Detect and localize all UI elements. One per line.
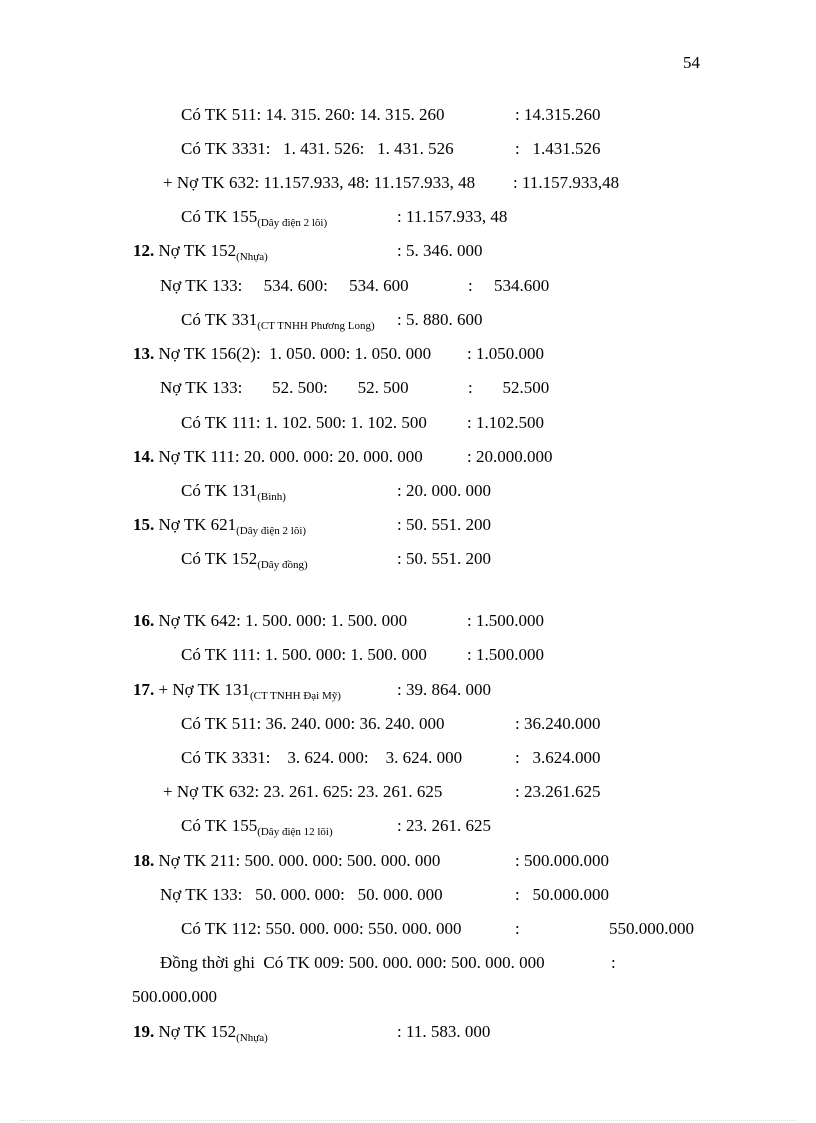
entry-subscript: (CT TNHH Đại Mỹ) [249,690,341,702]
entry-text: + Nợ TK 632: 11.157.933, 48: 11.157.933, 48 [163,173,476,192]
entry-text: 500.000.000 [132,987,217,1006]
entry-amount: : 3.624.000 [515,748,601,767]
entry-amount: : 23. 261. 625 [397,816,491,835]
entry-amount: : 1.050.000 [467,344,544,363]
entry-label [181,714,445,734]
entry-label [133,1022,268,1044]
entry-amount: : 500.000.000 [515,851,609,870]
entry-amount: : 1.102.500 [467,413,544,432]
entry-label [181,413,427,433]
entry-text: Có TK 511: 14. 315. 260: 14. 315. 260 [181,105,445,124]
entry-text: + Nợ TK 131 [154,680,250,699]
entry-subscript: (Nhựa) [236,1032,268,1044]
entry-text: Nợ TK 133: 50. 000. 000: 50. 000. 000 [160,885,443,904]
entry-amount: : 52.500 [468,378,550,397]
entry-label [132,987,217,1007]
entry-text: Nợ TK 152 [154,241,237,260]
entry-amount: : 1.500.000 [467,611,544,630]
entry-subscript: (Dây điện 2 lõi) [236,525,307,537]
entry-amount: : 23.261.625 [515,782,601,801]
entry-label [133,515,306,537]
entry-subscript: (Bình) [257,491,286,503]
entry-label [133,611,407,631]
entry-amount: : 534.600 [468,276,550,295]
entry-amount: : 20. 000. 000 [397,481,491,500]
entry-label [181,549,308,571]
entry-label [133,680,341,702]
entry-label [181,816,333,838]
entry-text: Nợ TK 211: 500. 000. 000: 500. 000. 000 [154,851,441,870]
entry-amount: : [515,919,520,938]
entry-text: Nợ TK 133: 534. 600: 534. 600 [160,276,409,295]
entry-text: Nợ TK 156(2): 1. 050. 000: 1. 050. 000 [154,344,432,363]
entry-amount-right: 550.000.000 [609,919,694,938]
entry-text: + Nợ TK 632: 23. 261. 625: 23. 261. 625 [163,782,443,801]
entry-subscript: (CT TNHH Phương Long) [257,320,375,332]
page-bottom-divider [20,1120,796,1121]
entry-amount: : 20.000.000 [467,447,553,466]
entry-number: 14. [133,447,155,466]
entry-text: Có TK 155 [181,816,258,835]
entry-label [160,378,409,398]
entry-amount: : 5. 346. 000 [397,241,483,260]
entry-number: 15. [133,515,155,534]
entry-subscript: (Nhựa) [236,251,268,263]
entry-amount: : 39. 864. 000 [397,680,491,699]
entry-text: Có TK 152 [181,549,258,568]
entry-text: Có TK 3331: 1. 431. 526: 1. 431. 526 [181,139,454,158]
entry-subscript: (Dây đồng) [257,559,308,571]
entry-text: Nợ TK 621 [154,515,237,534]
entry-amount: : 50. 551. 200 [397,549,491,568]
entry-label [181,310,375,332]
entry-label [133,851,440,871]
entry-label [160,953,545,973]
entry-text: Có TK 511: 36. 240. 000: 36. 240. 000 [181,714,445,733]
page-number: 54 [683,53,700,72]
entry-label [163,782,442,802]
entry-label [181,919,462,939]
entry-amount: : 1.500.000 [467,645,544,664]
entry-text: Có TK 112: 550. 000. 000: 550. 000. 000 [181,919,462,938]
entry-amount: : 5. 880. 600 [397,310,483,329]
entry-label [181,748,462,768]
entry-text: Có TK 131 [181,481,258,500]
entry-text: Có TK 331 [181,310,258,329]
entry-number: 19. [133,1022,155,1041]
entry-text: Có TK 111: 1. 102. 500: 1. 102. 500 [181,413,427,432]
entry-text: Nợ TK 111: 20. 000. 000: 20. 000. 000 [154,447,423,466]
entry-number: 18. [133,851,155,870]
entry-amount: : [611,953,616,972]
entry-number: 12. [133,241,155,260]
entry-label [181,105,445,125]
entry-text: Có TK 111: 1. 500. 000: 1. 500. 000 [181,645,427,664]
entry-label [181,207,327,229]
entry-label [133,344,431,364]
entry-label [181,481,286,503]
entry-amount: : 11. 583. 000 [397,1022,491,1041]
entry-text: Đồng thời ghi Có TK 009: 500. 000. 000: 500. 000. 000 [160,953,545,972]
entry-text: Nợ TK 642: 1. 500. 000: 1. 500. 000 [154,611,408,630]
entry-number: 13. [133,344,155,363]
entry-label [133,447,423,467]
entry-label [163,173,475,193]
entry-amount: : 50.000.000 [515,885,609,904]
entry-label [181,139,454,159]
entry-amount: : 50. 551. 200 [397,515,491,534]
entry-amount: : 11.157.933, 48 [397,207,508,226]
entry-subscript: (Dây điện 12 lõi) [257,826,333,838]
entry-text: Có TK 3331: 3. 624. 000: 3. 624. 000 [181,748,463,767]
entry-text: Nợ TK 152 [154,1022,237,1041]
entry-amount: : 14.315.260 [515,105,601,124]
entry-label [181,645,427,665]
entry-number: 17. [133,680,155,699]
entry-amount: : 11.157.933,48 [513,173,620,192]
entry-number: 16. [133,611,155,630]
entry-amount: : 1.431.526 [515,139,601,158]
entry-label [160,276,409,296]
entry-label [133,241,268,263]
entry-label [160,885,443,905]
entry-amount: : 36.240.000 [515,714,601,733]
entry-subscript: (Dây điện 2 lõi) [257,217,328,229]
entry-text: Có TK 155 [181,207,258,226]
entry-text: Nợ TK 133: 52. 500: 52. 500 [160,378,409,397]
